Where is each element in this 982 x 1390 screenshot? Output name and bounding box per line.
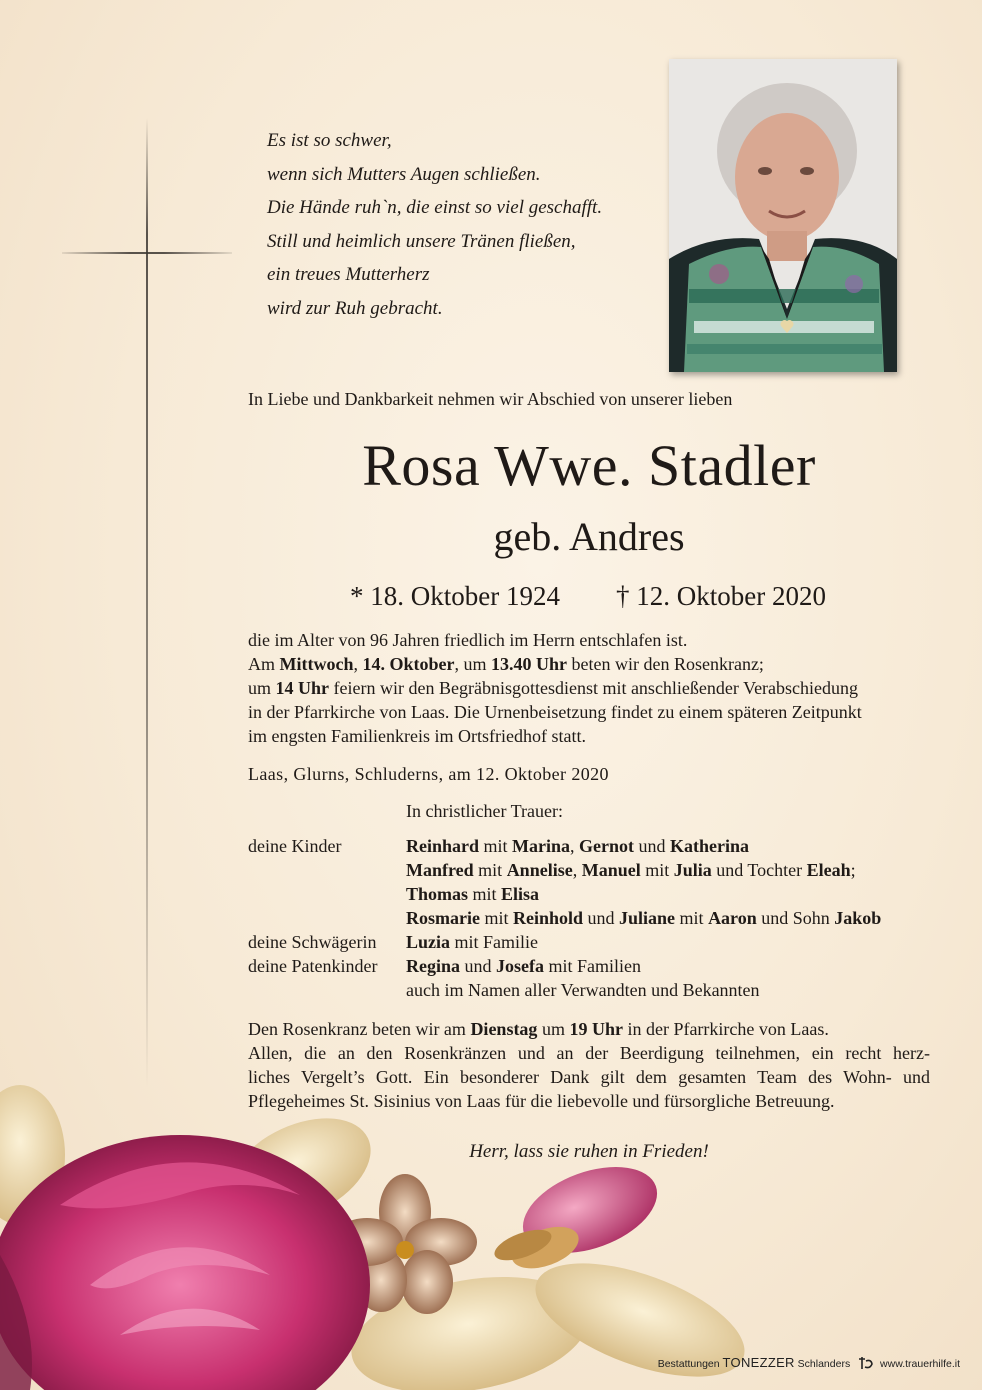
relatives-line: auch im Namen aller Verwandten und Bekannten bbox=[406, 980, 760, 1000]
relatives-line: Regina und Josefa mit Familien bbox=[406, 956, 641, 976]
godchildren-label: deine Patenkinder bbox=[248, 956, 378, 976]
cross-vertical-beam bbox=[146, 118, 148, 1088]
maiden-name: geb. Andres bbox=[493, 514, 685, 559]
footer-url[interactable]: www.trauerhilfe.it bbox=[880, 1358, 960, 1370]
poem-line: ein treues Mutterherz bbox=[267, 264, 430, 285]
announcement-line: Am Mittwoch, 14. Oktober, um 13.40 Uhr beten wir den Rosenkranz; bbox=[248, 654, 764, 674]
relatives-line: Thomas mit Elisa bbox=[406, 884, 540, 904]
deceased-name: Rosa Wwe. Stadler bbox=[362, 433, 816, 498]
portrait-illustration bbox=[669, 59, 897, 372]
portrait-photo bbox=[669, 59, 897, 372]
cross-horizontal-beam bbox=[62, 252, 232, 254]
thanks-line: Allen, die an den Rosenkränzen und an der Beerdigung teilnehmen, ein recht herz- bbox=[248, 1043, 930, 1063]
relatives-line: Luzia mit Familie bbox=[406, 932, 539, 952]
poem bbox=[267, 124, 602, 325]
roses-decoration bbox=[0, 1085, 760, 1390]
mourning-heading: In christlicher Trauer: bbox=[406, 801, 563, 821]
poem-line: wird zur Ruh gebracht. bbox=[267, 297, 443, 319]
poem-line: Es ist so schwer, bbox=[267, 130, 392, 151]
place-date: Laas, Glurns, Schluderns, am 12. Oktober 2020 bbox=[248, 764, 609, 784]
relatives-line: Rosmarie mit Reinhold und Juliane mit Aaron und Sohn Jakob bbox=[406, 908, 882, 928]
relatives-line: Manfred mit Annelise, Manuel mit Julia und Tochter Eleah; bbox=[406, 860, 856, 880]
announcement-line: im engsten Familienkreis im Ortsfriedhof statt. bbox=[248, 726, 586, 746]
announcement-text bbox=[248, 628, 930, 748]
announcement-line: die im Alter von 96 Jahren friedlich im Herrn entschlafen ist. bbox=[248, 630, 688, 650]
children-label: deine Kinder bbox=[248, 836, 342, 856]
intro-text: In Liebe und Dankbarkeit nehmen wir Abschied von unserer lieben bbox=[248, 389, 733, 409]
trauerhilfe-logo-icon bbox=[857, 1357, 873, 1372]
announcement-line: in der Pfarrkirche von Laas. Die Urnenbeisetzung findet zu einem späteren Zeitpunkt bbox=[248, 702, 862, 722]
footer-town: Schlanders bbox=[797, 1358, 851, 1370]
poem-line: Still und heimlich unsere Tränen fließen, bbox=[267, 230, 576, 252]
relatives-line: Reinhard mit Marina, Gernot und Katherina bbox=[406, 836, 750, 856]
thanks-line: Pflegeheimes St. Sisinius von Laas für die liebevolle und fürsorgliche Betreuung. bbox=[248, 1091, 835, 1111]
sister-in-law-label: deine Schwägerin bbox=[248, 932, 377, 952]
death-date: † 12. Oktober 2020 bbox=[616, 581, 826, 611]
thanks-line: liches Vergelt’s Gott. Ein besonderer Dank gilt dem gesamten Team des Wohn- und bbox=[248, 1067, 930, 1087]
footer-brand: TONEZZER bbox=[722, 1355, 795, 1370]
thanks-line: Den Rosenkranz beten wir am Dienstag um 19 Uhr in der Pfarrkirche von Laas. bbox=[248, 1019, 829, 1039]
birth-date: * 18. Oktober 1924 bbox=[350, 581, 560, 611]
announcement-line: um 14 Uhr feiern wir den Begräbnisgottesdienst mit anschließender Verabschiedung bbox=[248, 678, 859, 698]
poem-line: wenn sich Mutters Augen schließen. bbox=[267, 163, 541, 185]
closing-blessing: Herr, lass sie ruhen in Frieden! bbox=[469, 1141, 709, 1162]
footer-credit bbox=[658, 1355, 960, 1372]
poem-line: Die Hände ruh`n, die einst so viel geschafft. bbox=[267, 197, 603, 218]
footer-prefix: Bestattungen bbox=[657, 1358, 720, 1370]
